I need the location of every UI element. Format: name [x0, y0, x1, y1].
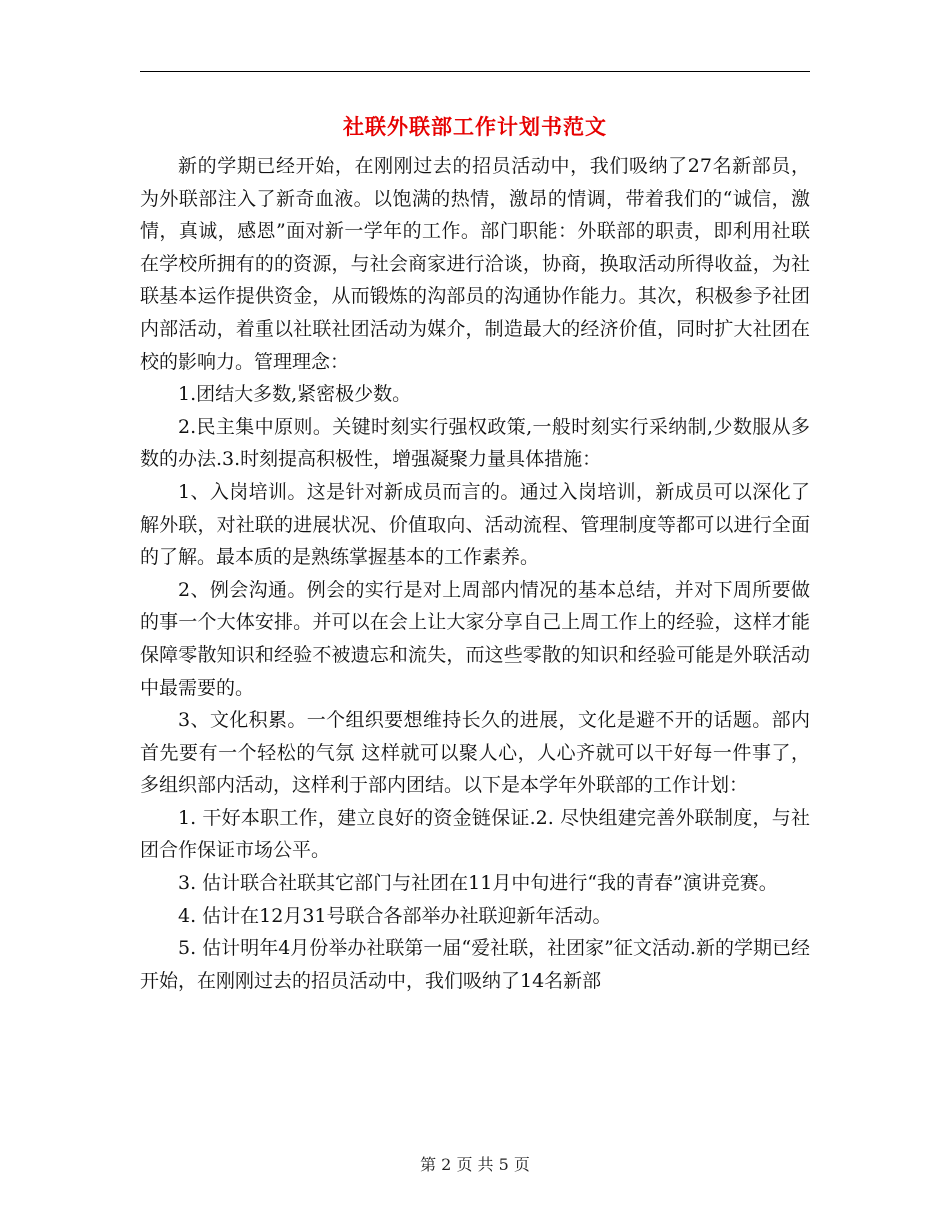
body-paragraph: 2.民主集中原则。关键时刻实行强权政策,一般时刻实行采纳制,少数服从多数的办法.3.时刻提高积极性，增强凝聚力量具体措施： — [140, 415, 810, 471]
body-paragraph: 1、入岗培训。这是针对新成员而言的。通过入岗培训，新成员可以深化了解外联，对社联的进展状况、价值取向、活动流程、管理制度等都可以进行全面的了解。最本质的是熟练掌握基本的工作素养。 — [140, 480, 810, 569]
body-paragraph: 新的学期已经开始，在刚刚过去的招员活动中，我们吸纳了27名新部员，为外联部注入了新奇血液。以饱满的热情，激昂的情调，带着我们的“诚信，激情，真诚，感恩”面对新一学年的工作。部门职能：外联部的职责，即利用社联在学校所拥有的的资源，与社会商家进行洽谈，协商，换取活动所得收益，为社联基本运作提供资金，从而锻炼的沟部员的沟通协作能力。其次，积极参予社团内部活动，着重以社联社团活动为媒介，制造最大的经济价值，同时扩大社团在校的影响力。管理理念： — [140, 155, 810, 373]
body-paragraph: 4. 估计在12月31号联合各部举办社联迎新年活动。 — [178, 904, 612, 927]
body-paragraph: 1. 干好本职工作，建立良好的资金链保证.2. 尽快组建完善外联制度，与社团合作保证市场公平。 — [140, 806, 810, 862]
body-paragraph: 2、例会沟通。例会的实行是对上周部内情况的基本总结，并对下周所要做的事一个大体安排。并可以在会上让大家分享自己上周工作上的经验，这样才能保障零散知识和经验不被遗忘和流失，而这些零散的知识和经验可能是外联活动中最需要的。 — [140, 578, 810, 699]
document-title: 社联外联部工作计划书范文 — [343, 114, 607, 139]
body-paragraph: 1.团结大多数,紧密极少数。 — [178, 383, 412, 406]
body-paragraph: 3. 估计联合社联其它部门与社团在11月中旬进行“我的青春”演讲竞赛。 — [178, 872, 778, 895]
page-number-footer: 第 2 页 共 5 页 — [420, 1155, 530, 1174]
body-paragraph: 5. 估计明年4月份举办社联第一届“爱社联，社团家”征文活动.新的学期已经开始，在刚刚过去的招员活动中，我们吸纳了14名新部 — [140, 937, 810, 992]
document-body — [140, 150, 810, 997]
header-rule — [140, 71, 810, 72]
body-paragraph: 3、文化积累。一个组织要想维持长久的进展，文化是避不开的话题。部内首先要有一个轻松的气氛 这样就可以聚人心，人心齐就可以干好每一件事了，多组织部内活动，这样利于部内团结。以下是本学年外联部的工作计划： — [140, 709, 810, 797]
